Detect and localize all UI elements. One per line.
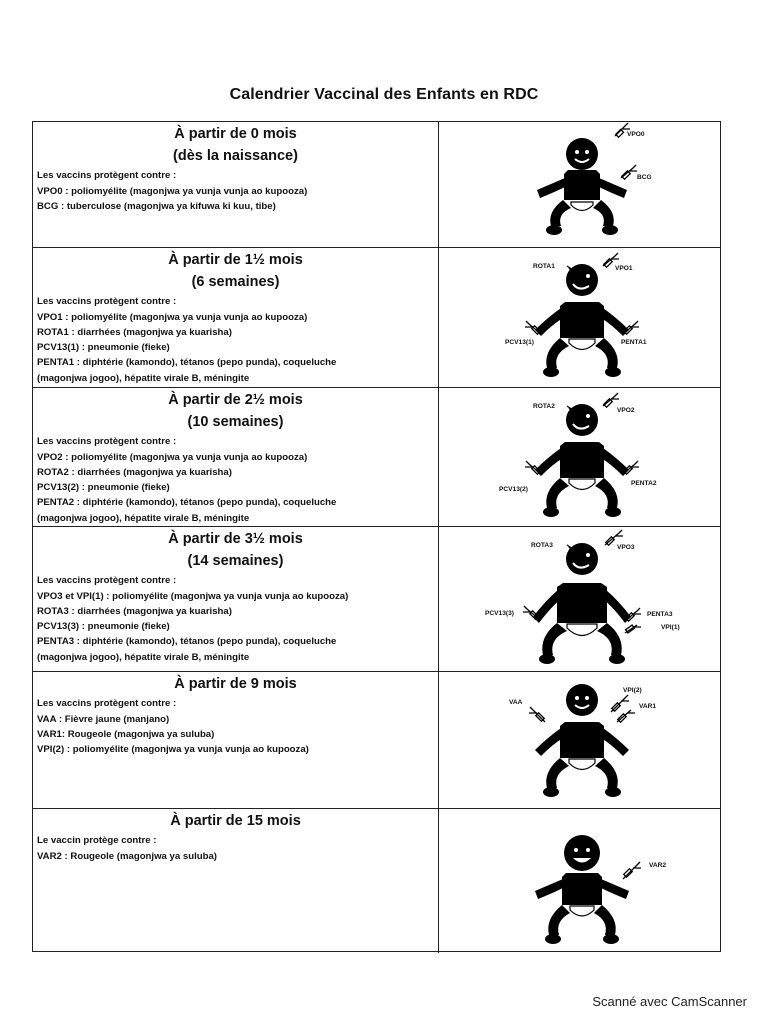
schedule-text [33, 672, 439, 808]
schedule-row-0-months [33, 122, 720, 248]
vaccine-label: ROTA3 [531, 542, 553, 549]
age-heading: À partir de 3½ mois (14 semaines) [168, 531, 303, 569]
baby-icon [439, 809, 721, 953]
baby-icon [439, 248, 721, 388]
age-heading: À partir de 1½ mois (6 semaines) [168, 252, 303, 290]
intro-text: Les vaccins protègent contre : [37, 436, 177, 447]
vaccine-line: VPO0 : poliomyélite (magonjwa ya vunja vunja ao kupooza) [37, 185, 308, 197]
intro-text: Le vaccin protège contre : [37, 835, 157, 846]
baby-illustration [439, 527, 720, 671]
vaccine-line: (magonjwa jogoo), hépatite virale B, méningite [37, 512, 250, 524]
age-heading: À partir de 9 mois [174, 676, 297, 692]
baby-icon [439, 388, 721, 527]
vaccine-line: VPO3 et VPI(1) : poliomyélite (magonjwa ya vunja vunja ao kupooza) [37, 590, 349, 602]
age-heading: À partir de 15 mois [170, 813, 301, 829]
vaccine-label: VPO0 [627, 131, 645, 138]
vaccine-line: PENTA1 : diphtérie (kamondo), tétanos (pepo punda), coqueluche [37, 357, 337, 369]
schedule-text [33, 527, 439, 671]
vaccine-label: PCV13(2) [499, 486, 528, 493]
vaccine-label: PENTA3 [647, 611, 673, 618]
vaccine-label: PCV13(3) [485, 610, 514, 617]
schedule-row-15-months [33, 809, 720, 953]
vaccine-line: PCV13(3) : pneumonie (fieke) [37, 621, 170, 633]
intro-text: Les vaccins protègent contre : [37, 170, 177, 181]
scanner-watermark: Scanné avec CamScanner [592, 994, 747, 1009]
vaccine-line: PCV13(1) : pneumonie (fieke) [37, 342, 170, 354]
vaccine-line: (magonjwa jogoo), hépatite virale B, méningite [37, 372, 250, 384]
vaccine-label: VAR2 [649, 862, 667, 869]
vaccine-label: VPO3 [617, 544, 635, 551]
schedule-row-10-weeks [33, 388, 720, 527]
vaccine-line: VAR2 : Rougeole (magonjwa ya suluba) [37, 850, 217, 862]
vaccine-line: VPI(2) : poliomyélite (magonjwa ya vunja vunja ao kupooza) [37, 744, 309, 756]
vaccine-label: PCV13(1) [505, 339, 534, 346]
baby-illustration [439, 248, 720, 387]
vaccine-label: BCG [637, 174, 652, 181]
vaccine-line: PCV13(2) : pneumonie (fieke) [37, 482, 170, 494]
intro-text: Les vaccins protègent contre : [37, 296, 177, 307]
baby-icon [439, 122, 721, 248]
baby-illustration [439, 672, 720, 808]
baby-icon [439, 672, 721, 809]
vaccine-label: PENTA2 [631, 480, 657, 487]
schedule-row-6-weeks [33, 248, 720, 388]
intro-text: Les vaccins protègent contre : [37, 575, 177, 586]
baby-illustration [439, 809, 720, 953]
vaccine-label: PENTA1 [621, 339, 647, 346]
vaccine-label: VPO1 [615, 265, 633, 272]
baby-icon [439, 527, 721, 672]
vaccine-label: VPI(2) [623, 687, 642, 694]
schedule-text [33, 388, 439, 526]
vaccine-line: ROTA1 : diarrhées (magonjwa ya kuarisha) [37, 326, 232, 338]
intro-text: Les vaccins protègent contre : [37, 698, 177, 709]
vaccine-line: ROTA2 : diarrhées (magonjwa ya kuarisha) [37, 466, 232, 478]
baby-illustration [439, 388, 720, 526]
age-heading: À partir de 2½ mois (10 semaines) [168, 392, 303, 430]
vaccine-line: VAR1: Rougeole (magonjwa ya suluba) [37, 728, 215, 740]
schedule-text [33, 809, 439, 953]
age-heading: À partir de 0 mois (dès la naissance) [173, 126, 298, 164]
schedule-row-14-weeks [33, 527, 720, 672]
vaccine-line: PENTA3 : diphtérie (kamondo), tétanos (pepo punda), coqueluche [37, 636, 337, 648]
vaccination-table [32, 121, 721, 952]
vaccine-label: VPI(1) [661, 624, 680, 631]
baby-illustration [439, 122, 720, 247]
page-title: Calendrier Vaccinal des Enfants en RDC [229, 86, 539, 103]
vaccine-line: VPO1 : poliomyélite (magonjwa ya vunja vunja ao kupooza) [37, 311, 308, 323]
vaccine-label: VAR1 [639, 703, 657, 710]
vaccine-line: VPO2 : poliomyélite (magonjwa ya vunja vunja ao kupooza) [37, 451, 308, 463]
vaccine-line: PENTA2 : diphtérie (kamondo), tétanos (pepo punda), coqueluche [37, 497, 337, 509]
vaccine-label: ROTA2 [533, 403, 555, 410]
schedule-row-9-months [33, 672, 720, 809]
vaccine-line: ROTA3 : diarrhées (magonjwa ya kuarisha) [37, 605, 232, 617]
schedule-text [33, 122, 439, 247]
vaccine-label: VPO2 [617, 407, 635, 414]
schedule-text [33, 248, 439, 387]
vaccine-line: VAA : Fièvre jaune (manjano) [37, 713, 170, 725]
vaccine-label: ROTA1 [533, 263, 555, 270]
vaccine-line: BCG : tuberculose (magonjwa ya kifuwa ki kuu, tibe) [37, 200, 276, 212]
vaccine-line: (magonjwa jogoo), hépatite virale B, méningite [37, 651, 250, 663]
vaccine-label: VAA [509, 699, 523, 706]
